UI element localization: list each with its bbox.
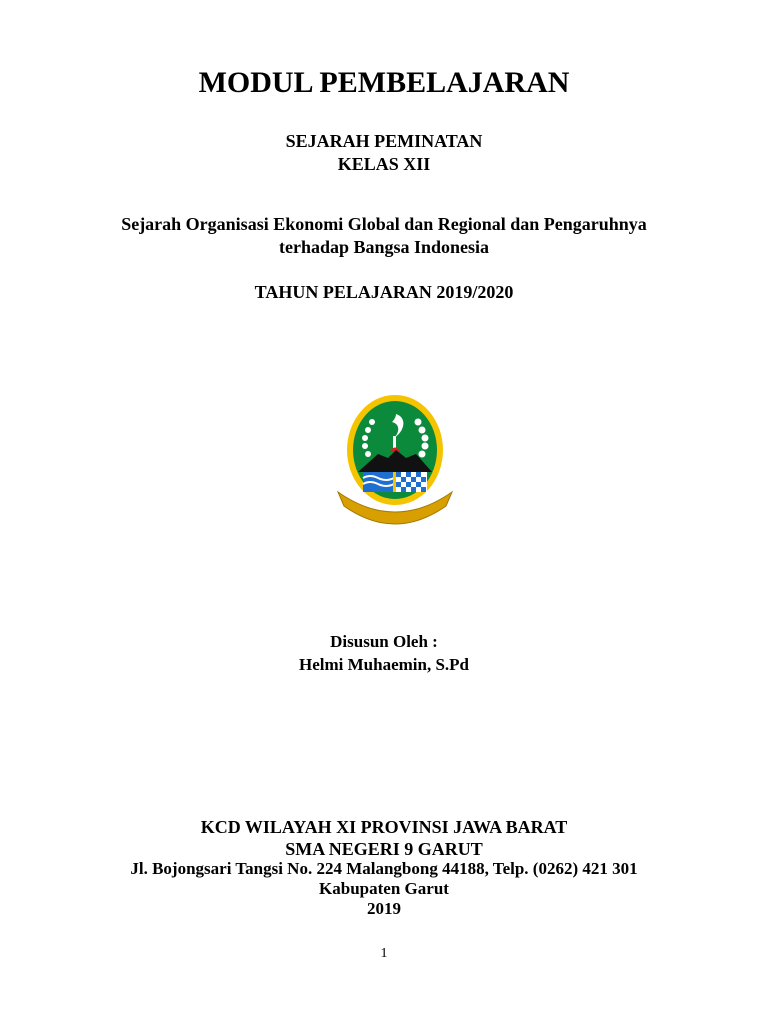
institution-address: Jl. Bojongsari Tangsi No. 224 Malangbong 44188, Telp. (0262) 421 301	[130, 859, 638, 878]
author-name: Helmi Muhaemin, S.Pd	[298, 655, 469, 674]
subject-title: SEJARAH PEMINATAN	[285, 131, 483, 151]
topic-line-2: terhadap Bangsa Indonesia	[278, 237, 490, 257]
topic-line-1: Sejarah Organisasi Ekonomi Global dan Regional dan Pengaruhnya	[121, 214, 647, 234]
document-title: MODUL PEMBELAJARAN	[198, 66, 570, 99]
institution-line-1: KCD WILAYAH XI PROVINSI JAWA BARAT	[200, 817, 568, 837]
jawa-barat-emblem-icon	[330, 392, 460, 527]
academic-year: TAHUN PELAJARAN 2019/2020	[254, 282, 514, 302]
institution-line-2: SMA NEGERI 9 GARUT	[285, 839, 483, 859]
publication-year: 2019	[367, 899, 401, 918]
institution-city: Kabupaten Garut	[319, 879, 449, 898]
class-title: KELAS XII	[337, 154, 431, 174]
page-number: 1	[380, 946, 388, 961]
author-label: Disusun Oleh :	[330, 632, 438, 651]
